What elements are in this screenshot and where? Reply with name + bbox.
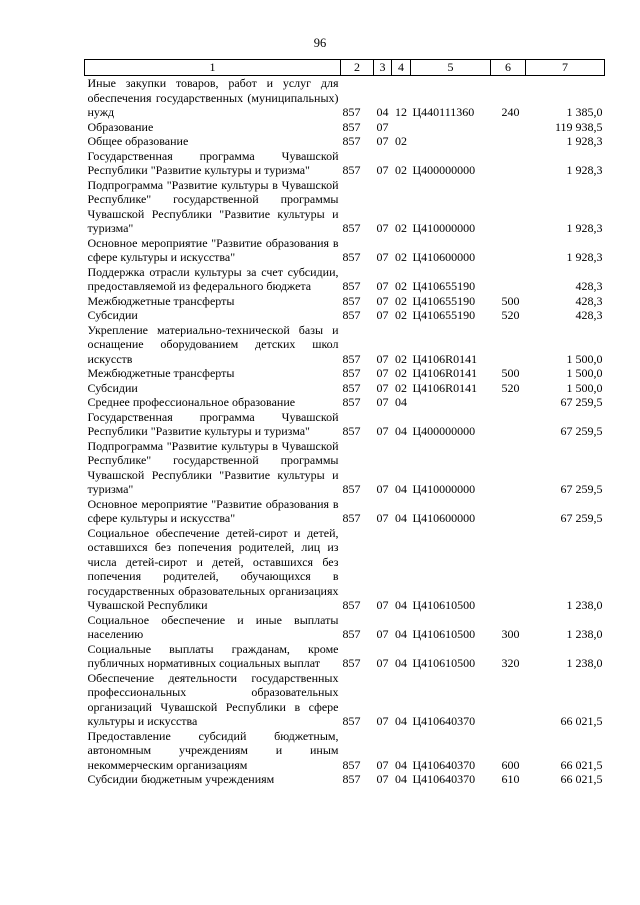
table-row — [85, 410, 605, 439]
row-name: Основное мероприятие "Развитие образования в сфере культуры и искусства" — [87, 235, 339, 264]
row-csr: Ц410600000 — [412, 250, 476, 264]
row-pr: 02 — [395, 163, 407, 177]
row-sum: 66 021,5 — [560, 714, 603, 728]
row-grbs: 857 — [342, 366, 361, 380]
row-vr — [491, 410, 526, 439]
row-pr: 04 — [395, 772, 407, 786]
row-csr: Ц400000000 — [412, 424, 476, 438]
row-rz: 07 — [376, 351, 389, 366]
row-pr: 04 — [395, 656, 407, 670]
row-grbs: 857 — [342, 714, 361, 728]
row-name: Предоставление субсидий бюджетным, автономным учреждениям и иным некоммерческим организациям — [87, 728, 339, 772]
row-rz: 07 — [376, 308, 389, 322]
row-name: Межбюджетные трансферты — [87, 293, 235, 308]
row-sum: 119 938,5 — [554, 119, 603, 134]
row-vr: 320 — [501, 656, 520, 670]
table-row — [85, 671, 605, 729]
table-row — [85, 323, 605, 367]
row-csr: Ц410610500 — [412, 598, 476, 612]
row-csr: Ц410655190 — [412, 308, 476, 322]
row-pr: 04 — [395, 482, 407, 496]
table-row — [85, 381, 605, 396]
row-pr: 02 — [395, 221, 407, 235]
row-grbs: 857 — [342, 395, 361, 409]
table-row — [85, 642, 605, 671]
row-vr — [491, 323, 526, 367]
row-rz: 07 — [376, 366, 389, 380]
row-csr: Ц410600000 — [412, 511, 476, 525]
column-header: 1 — [85, 60, 341, 76]
row-rz: 07 — [376, 714, 389, 728]
row-vr — [491, 178, 526, 236]
row-grbs: 857 — [342, 380, 361, 395]
row-grbs: 857 — [342, 308, 361, 322]
row-vr — [491, 497, 526, 526]
row-grbs: 857 — [342, 293, 361, 308]
row-rz: 07 — [376, 221, 389, 235]
row-name: Поддержка отрасли культуры за счет субсидии, предоставляемой из федерального бюджета — [87, 264, 339, 293]
row-sum: 1 238,0 — [566, 627, 603, 641]
column-header: 5 — [411, 60, 491, 76]
row-rz: 07 — [376, 250, 389, 264]
table-row — [85, 613, 605, 642]
row-rz: 07 — [376, 293, 389, 308]
row-name: Обеспечение деятельности государственных профессиональных образовательных организаций Чувашской Республики в сфере культуры и искусства — [87, 670, 339, 728]
row-vr: 240 — [501, 105, 520, 119]
row-vr — [491, 236, 526, 265]
row-csr — [411, 395, 491, 410]
row-grbs: 857 — [342, 250, 361, 264]
budget-table — [84, 59, 605, 787]
column-header: 4 — [392, 60, 411, 76]
table-row — [85, 395, 605, 410]
page-number: 96 — [313, 36, 327, 50]
row-vr — [491, 439, 526, 497]
row-sum: 67 259,5 — [560, 395, 603, 409]
row-name: Образование — [87, 119, 154, 134]
table-row — [85, 439, 605, 497]
row-sum: 66 021,5 — [560, 757, 603, 772]
row-rz: 07 — [376, 163, 389, 177]
row-name: Среднее профессиональное образование — [87, 395, 296, 409]
row-name: Иные закупки товаров, работ и услуг для обеспечения государственных (муниципальных) нужд — [87, 76, 339, 119]
row-csr: Ц4106R0141 — [412, 380, 478, 395]
row-sum: 1 928,3 — [566, 221, 603, 235]
row-vr — [491, 149, 526, 178]
row-name: Подпрограмма "Развитие культуры в Чувашской Республике" государственной программы Чувашской Республики "Развитие культуры и туризма" — [87, 438, 339, 496]
table-row — [85, 772, 605, 787]
row-csr: Ц410610500 — [412, 627, 476, 641]
row-grbs: 857 — [342, 163, 361, 177]
row-name: Государственная программа Чувашской Республики "Развитие культуры и туризма" — [87, 409, 339, 438]
table-row — [85, 497, 605, 526]
row-sum: 428,3 — [575, 308, 603, 322]
row-grbs: 857 — [342, 656, 361, 670]
table-row — [85, 149, 605, 178]
row-name: Социальное обеспечение детей-сирот и детей, оставшихся без попечения родителей, лиц из числа детей-сирот и детей, оставшихся без попечения родителей, обучающихся в государственных образовательных организациях Чувашской Республики — [87, 525, 339, 612]
table-row — [85, 134, 605, 149]
row-vr: 600 — [501, 757, 520, 772]
row-csr: Ц410640370 — [412, 772, 476, 786]
row-rz: 07 — [376, 772, 389, 786]
table-row — [85, 120, 605, 135]
column-header: 7 — [526, 60, 605, 76]
row-csr: Ц410000000 — [412, 221, 476, 235]
row-rz: 07 — [376, 279, 389, 293]
row-rz: 07 — [376, 119, 389, 134]
row-rz: 07 — [376, 395, 389, 409]
row-pr: 02 — [395, 250, 407, 264]
row-pr: 12 — [395, 105, 407, 119]
row-sum: 67 259,5 — [560, 511, 603, 525]
row-name: Подпрограмма "Развитие культуры в Чувашской Республике" государственной программы Чувашской Республики "Развитие культуры и туризма" — [87, 177, 339, 235]
row-sum: 1 238,0 — [566, 598, 603, 612]
row-pr: 02 — [395, 308, 407, 322]
row-vr: 520 — [501, 380, 520, 395]
column-header: 2 — [341, 60, 374, 76]
row-vr — [491, 395, 526, 410]
row-pr: 02 — [395, 351, 407, 366]
row-grbs: 857 — [342, 424, 361, 438]
row-pr: 02 — [395, 366, 407, 380]
row-pr: 04 — [395, 757, 407, 772]
row-grbs: 857 — [342, 105, 361, 119]
row-vr: 300 — [501, 627, 520, 641]
row-rz: 07 — [376, 627, 389, 641]
row-vr: 500 — [501, 293, 520, 308]
table-row — [85, 76, 605, 120]
row-pr: 04 — [395, 598, 407, 612]
row-csr: Ц4106R0141 — [412, 351, 478, 366]
row-csr — [411, 134, 491, 149]
row-sum: 67 259,5 — [560, 482, 603, 496]
row-name: Социальные выплаты гражданам, кроме публичных нормативных социальных выплат — [87, 641, 339, 670]
row-name: Субсидии бюджетным учреждениям — [87, 772, 275, 786]
row-grbs: 857 — [342, 119, 361, 134]
row-sum: 1 928,3 — [566, 134, 603, 148]
row-sum: 428,3 — [575, 293, 603, 308]
row-grbs: 857 — [342, 482, 361, 496]
row-csr: Ц410610500 — [412, 656, 476, 670]
row-rz: 07 — [376, 598, 389, 612]
row-grbs: 857 — [342, 772, 361, 786]
row-name: Укрепление материально-технической базы и оснащение оборудованием детских школ искусств — [87, 322, 339, 366]
row-sum: 66 021,5 — [560, 772, 603, 786]
row-csr: Ц410655190 — [412, 293, 476, 308]
row-vr — [491, 134, 526, 149]
row-name: Основное мероприятие "Развитие образования в сфере культуры и искусства" — [87, 496, 339, 525]
row-pr: 02 — [395, 293, 407, 308]
row-name: Общее образование — [87, 134, 189, 148]
row-name: Социальное обеспечение и иные выплаты населению — [87, 612, 339, 641]
row-sum: 67 259,5 — [560, 424, 603, 438]
row-vr — [491, 526, 526, 613]
row-sum: 1 500,0 — [566, 351, 603, 366]
row-grbs: 857 — [342, 598, 361, 612]
row-sum: 1 928,3 — [566, 163, 603, 177]
row-rz: 07 — [376, 656, 389, 670]
row-pr: 04 — [395, 627, 407, 641]
row-pr: 02 — [395, 134, 407, 148]
row-vr: 610 — [501, 772, 520, 786]
row-sum: 1 238,0 — [566, 656, 603, 670]
table-row — [85, 294, 605, 309]
table-header — [85, 60, 605, 76]
row-csr: Ц410000000 — [412, 482, 476, 496]
row-grbs: 857 — [342, 351, 361, 366]
row-csr: Ц440111360 — [412, 105, 475, 119]
header-row — [85, 60, 605, 76]
row-csr: Ц410655190 — [412, 279, 476, 293]
row-rz: 07 — [376, 424, 389, 438]
row-rz: 07 — [376, 511, 389, 525]
row-pr: 04 — [395, 714, 407, 728]
row-grbs: 857 — [342, 279, 361, 293]
row-pr: 04 — [395, 395, 407, 409]
table-row — [85, 236, 605, 265]
table-row — [85, 308, 605, 323]
row-rz: 04 — [376, 105, 389, 119]
table-row — [85, 178, 605, 236]
row-sum: 1 928,3 — [566, 250, 603, 264]
row-grbs: 857 — [342, 757, 361, 772]
table-row — [85, 265, 605, 294]
row-rz: 07 — [376, 134, 389, 148]
table-row — [85, 526, 605, 613]
row-vr — [491, 671, 526, 729]
row-sum: 1 385,0 — [566, 105, 603, 119]
row-csr: Ц410640370 — [412, 714, 476, 728]
row-pr: 02 — [395, 380, 407, 395]
row-pr: 04 — [395, 511, 407, 525]
row-pr — [392, 120, 411, 135]
table-body — [85, 76, 605, 787]
column-header: 6 — [491, 60, 526, 76]
row-sum: 1 500,0 — [566, 366, 603, 380]
row-grbs: 857 — [342, 627, 361, 641]
row-pr: 02 — [395, 279, 407, 293]
table-row — [85, 366, 605, 381]
row-name: Субсидии — [87, 380, 138, 395]
column-header: 3 — [374, 60, 392, 76]
table-row — [85, 729, 605, 773]
row-name: Межбюджетные трансферты — [87, 366, 235, 380]
row-name: Субсидии — [87, 308, 138, 322]
row-vr — [491, 265, 526, 294]
row-rz: 07 — [376, 482, 389, 496]
row-rz: 07 — [376, 380, 389, 395]
row-vr — [491, 120, 526, 135]
row-csr — [411, 120, 491, 135]
row-csr: Ц400000000 — [412, 163, 476, 177]
row-sum: 1 500,0 — [566, 380, 603, 395]
row-rz: 07 — [376, 757, 389, 772]
row-vr: 520 — [501, 308, 520, 322]
row-grbs: 857 — [342, 134, 361, 148]
row-grbs: 857 — [342, 511, 361, 525]
row-csr: Ц4106R0141 — [412, 366, 478, 380]
row-name: Государственная программа Чувашской Республики "Развитие культуры и туризма" — [87, 148, 339, 177]
row-grbs: 857 — [342, 221, 361, 235]
row-sum: 428,3 — [575, 279, 603, 293]
row-pr: 04 — [395, 424, 407, 438]
row-vr: 500 — [501, 366, 520, 380]
row-csr: Ц410640370 — [412, 757, 476, 772]
